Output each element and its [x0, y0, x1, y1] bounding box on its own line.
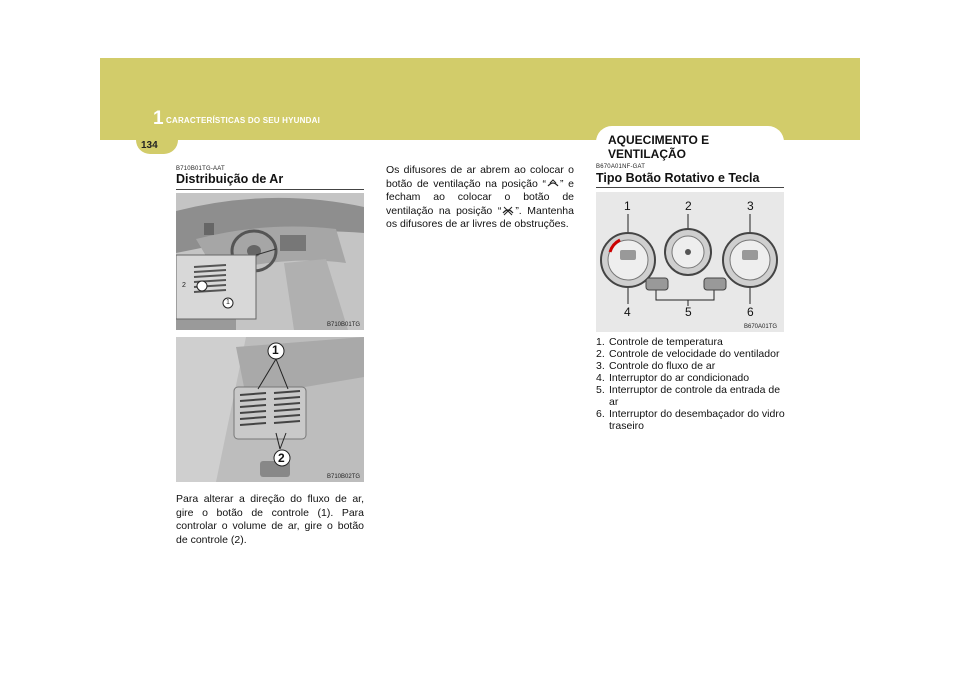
middle-paragraph-part1: Os difusores de ar abrem ao colocar o botão de ventilação na posição “ [386, 164, 574, 190]
list-item-text: Controle de velocidade do ventilador [609, 348, 780, 360]
vent-callout-2: 2 [278, 451, 285, 465]
list-item-text: Interruptor do ar condicionado [609, 372, 750, 384]
dashboard-photo [176, 193, 364, 330]
diagram-label-5: 5 [685, 305, 692, 319]
chapter-number: 1 [153, 108, 164, 129]
left-section-code: B710B01TG-AAT [176, 166, 225, 172]
right-section-heading: Tipo Botão Rotativo e Tecla [596, 171, 760, 185]
dash-callout-2: 2 [182, 282, 187, 289]
right-figure-caption: B670A01TG [744, 324, 778, 330]
list-item-number: 5. [596, 384, 605, 396]
vent-off-icon [501, 205, 515, 216]
chapter-title: CARACTERÍSTICAS DO SEU HYUNDAI [166, 116, 321, 125]
list-item-number: 2. [596, 348, 605, 360]
vent-callout-1: 1 [272, 343, 279, 357]
middle-paragraph [386, 164, 574, 232]
right-section-code: B670A01NF-GAT [596, 164, 646, 170]
vent-face-icon [546, 178, 560, 189]
left-section-heading: Distribuição de Ar [176, 172, 284, 186]
list-item [596, 336, 786, 348]
diagram-label-1: 1 [624, 199, 631, 213]
diagram-label-6: 6 [747, 305, 754, 319]
list-item [596, 372, 786, 384]
figure2-caption: B710B02TG [327, 474, 361, 480]
left-paragraph: Para alterar a direção do fluxo de ar, gire o botão de controle (1). Para controlar o volume de ar, gire o botão de controle (2). [176, 493, 364, 546]
middle-paragraph-part2: ” e fecham ao colocar o botão de ventilação na posição “ [386, 177, 574, 217]
list-item-number: 4. [596, 372, 605, 384]
page-number: 134 [141, 140, 158, 151]
diagram-label-4: 4 [624, 305, 631, 319]
list-item-number: 1. [596, 336, 605, 348]
list-item-number: 3. [596, 360, 605, 372]
list-item-text: Controle do fluxo de ar [609, 360, 716, 372]
vent-photo [176, 337, 364, 482]
list-item-number: 6. [596, 408, 605, 420]
list-item [596, 348, 786, 360]
diagram-label-3: 3 [747, 199, 754, 213]
list-item-text: Interruptor do desembaçador do vidro traseiro [609, 408, 785, 432]
left-heading-rule [176, 189, 364, 190]
middle-paragraph-part3: ”. Mantenha os difusores de ar livres de obstruções. [386, 204, 574, 230]
list-item-text: Controle de temperatura [609, 336, 723, 348]
right-heading-rule [596, 187, 784, 188]
dash-callout-1: 1 [226, 299, 231, 306]
list-item [596, 408, 786, 432]
control-list [596, 336, 786, 432]
list-item [596, 360, 786, 372]
section-title: AQUECIMENTO E VENTILAÇÃO [608, 133, 710, 161]
list-item [596, 384, 786, 408]
diagram-label-2: 2 [685, 199, 692, 213]
list-item-text: Interruptor de controle da entrada de ar [609, 384, 781, 408]
figure1-caption: B710B01TG [327, 322, 361, 328]
